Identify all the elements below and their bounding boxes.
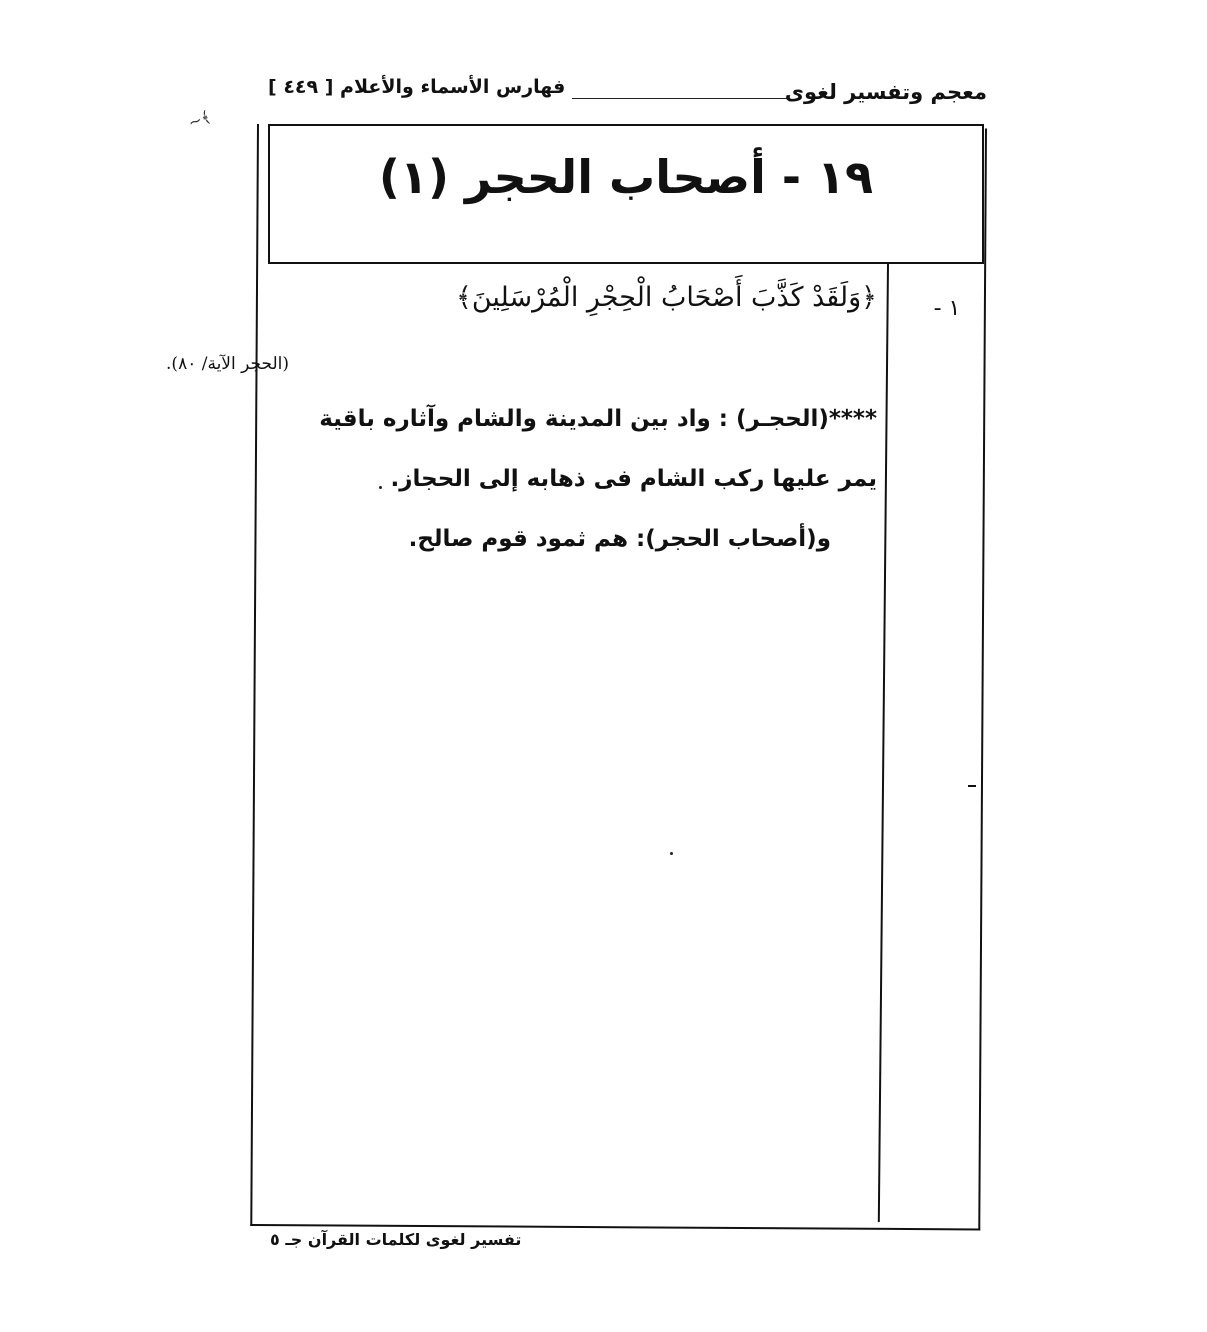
explanation-line: يمر عليها ركب الشام فى ذهابه إلى الحجاز. — [390, 466, 877, 492]
quran-verse: ﴿وَلَقَدْ كَذَّبَ أَصْحَابُ الْحِجْرِ الْمُرْسَلِينَ﴾ — [456, 282, 877, 313]
title-divider — [268, 262, 984, 264]
footer-volume-title: تفسير لغوى لكلمات القرآن جـ ٥ — [270, 1230, 522, 1249]
entry-number: ١ - — [933, 296, 961, 321]
frame-tick-mark — [968, 785, 976, 787]
header-index-title: فهارس الأسماء والأعلام [ ٤٤٩ ] — [268, 76, 566, 98]
section-title: ١٩ - أصحاب الحجر (١) — [378, 150, 874, 204]
stray-dot — [670, 852, 673, 855]
stray-dot — [379, 486, 382, 489]
margin-handwritten-mark: ~﴾ — [185, 106, 214, 133]
explanation-line: ****(الحجـر) : واد بين المدينة والشام وآثاره باقية — [319, 406, 877, 432]
verse-reference: (الحجر الآية/ ٨٠). — [166, 354, 289, 374]
header-rule — [572, 98, 790, 99]
explanation-line: و(أصحاب الحجر): هم ثمود قوم صالح. — [408, 526, 831, 552]
header-book-title: معجم وتفسير لغوى — [784, 80, 987, 104]
